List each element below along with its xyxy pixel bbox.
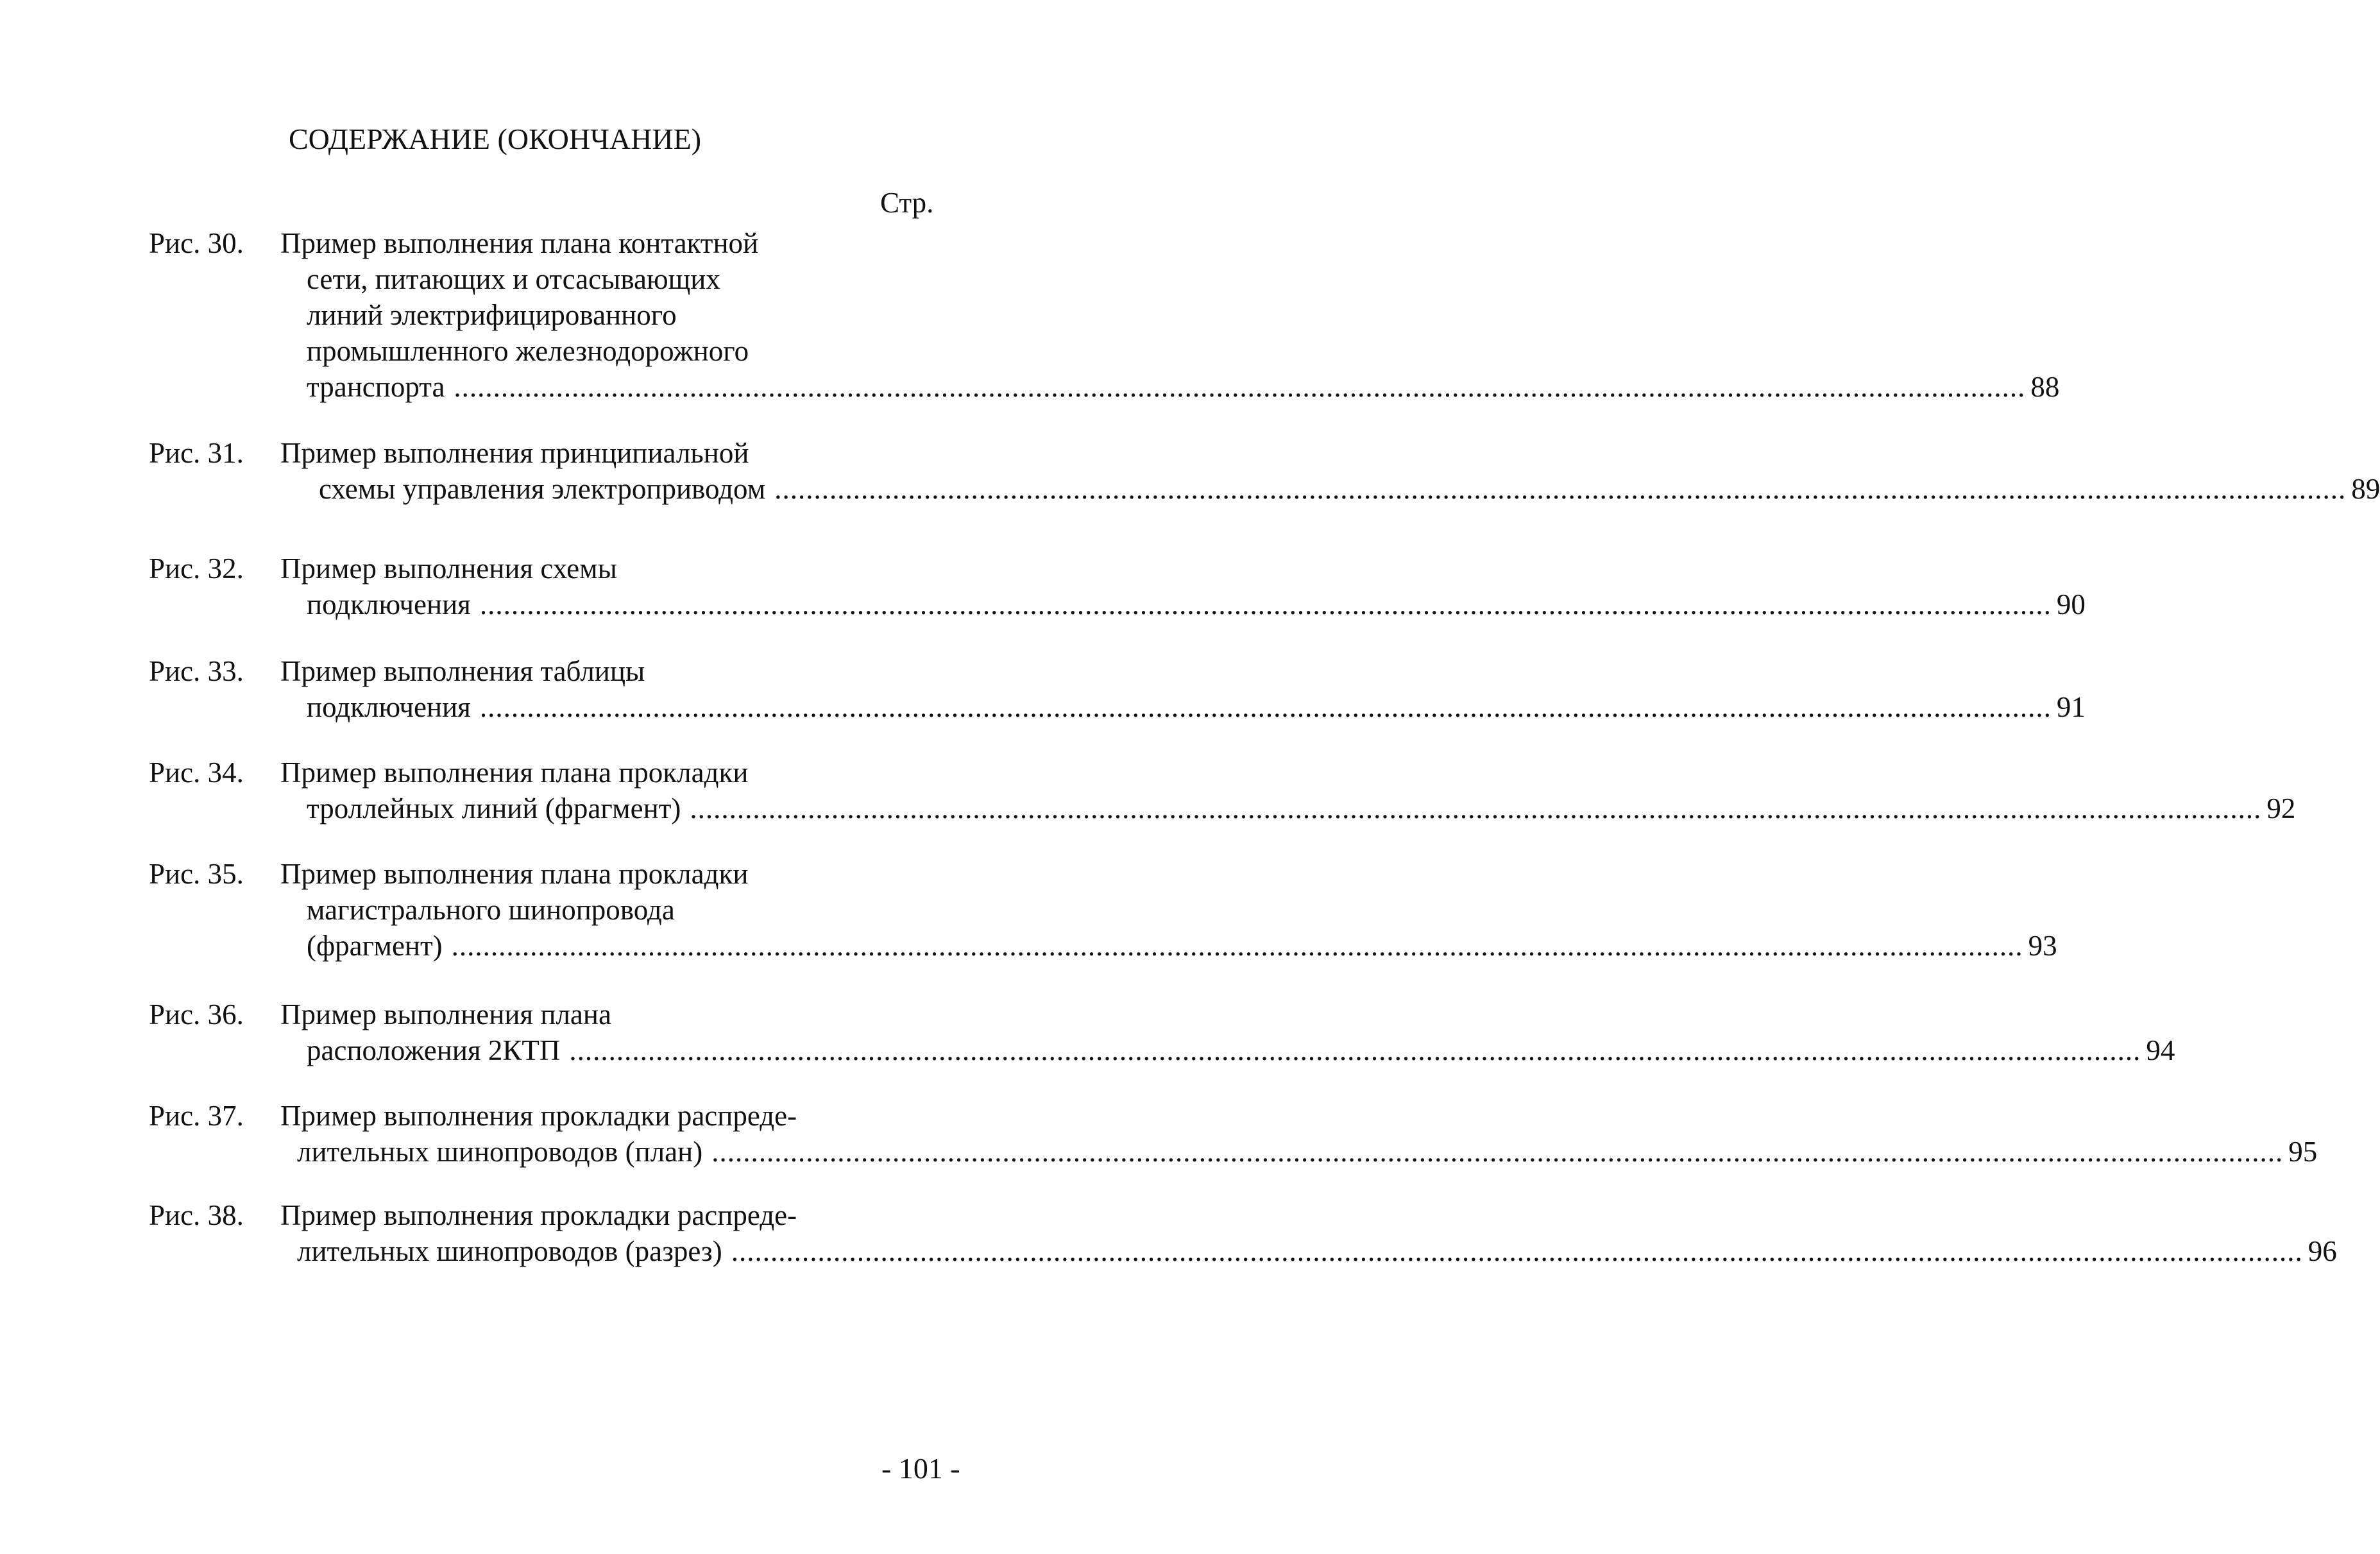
page-column-label: Стр.	[880, 187, 934, 219]
dot-leader: ........................................................................................................................................................................................................	[711, 1136, 2284, 1168]
toc-entry-last-line	[307, 370, 2060, 404]
toc-page-number: 94	[2146, 1034, 2175, 1066]
toc-entry-last-line	[297, 1234, 2337, 1268]
toc-page-number: 88	[2030, 371, 2060, 403]
dot-leader: ........................................................................................................................................................................................................	[690, 792, 2262, 824]
toc-entry-line: (фрагмент)	[307, 930, 443, 962]
dot-leader: ........................................................................................................................................................................................................	[731, 1235, 2303, 1267]
dot-leader: ........................................................................................................................................................................................................	[774, 473, 2347, 505]
toc-entry-last-line	[319, 472, 2380, 506]
toc-page-number: 96	[2308, 1235, 2337, 1267]
toc-entry-line: лительных шинопроводов (разрез)	[297, 1235, 722, 1267]
toc-entry-title: Пример выполнения плана	[280, 998, 611, 1030]
toc-page-number: 95	[2288, 1136, 2318, 1168]
toc-entry-line: подключения	[307, 588, 471, 620]
figure-label: Рис. 37.	[149, 1100, 244, 1132]
toc-entry-line: троллейных линий (фрагмент)	[307, 792, 681, 824]
toc-entry-last-line	[307, 792, 2296, 825]
dot-leader: ........................................................................................................................................................................................................	[479, 691, 2052, 723]
figure-label: Рис. 38.	[149, 1199, 244, 1231]
toc-entry-last-line	[307, 1034, 2175, 1067]
toc-entry-last-line	[297, 1135, 2318, 1168]
figure-label: Рис. 34.	[149, 756, 244, 789]
dot-leader: ........................................................................................................................................................................................................	[569, 1034, 2141, 1066]
toc-entry-title: Пример выполнения прокладки распреде-	[280, 1199, 797, 1231]
figure-label: Рис. 36.	[149, 998, 244, 1030]
toc-entry-last-line	[307, 929, 2057, 962]
page-number: - 101 -	[881, 1452, 960, 1485]
toc-entry-line: схемы управления электроприводом	[319, 473, 766, 505]
toc-entry-title: Пример выполнения плана прокладки	[280, 756, 749, 789]
toc-entry-line: промышленного железнодорожного	[307, 335, 749, 367]
figure-label: Рис. 30.	[149, 227, 244, 259]
toc-entry-title: Пример выполнения плана контактной	[280, 227, 759, 259]
figure-label: Рис. 31.	[149, 437, 244, 469]
toc-entry-line: транспорта	[307, 371, 445, 403]
toc-entry-line: магистрального шинопровода	[307, 894, 675, 926]
toc-page-number: 90	[2056, 588, 2086, 620]
dot-leader: ........................................................................................................................................................................................................	[479, 588, 2052, 620]
toc-page-number: 92	[2266, 792, 2296, 824]
figure-label: Рис. 32.	[149, 552, 244, 585]
toc-entry-last-line	[307, 690, 2086, 724]
page-title: СОДЕРЖАНИЕ (ОКОНЧАНИЕ)	[289, 123, 702, 155]
toc-entry-title: Пример выполнения принципиальной	[280, 437, 749, 469]
toc-entry-title: Пример выполнения таблицы	[280, 655, 645, 687]
toc-page-number: 89	[2351, 473, 2380, 505]
toc-entry-title: Пример выполнения схемы	[280, 552, 617, 585]
toc-entry-last-line	[307, 588, 2086, 621]
toc-entry-title: Пример выполнения плана прокладки	[280, 858, 749, 890]
toc-entry-line: линий электрифицированного	[307, 299, 677, 331]
toc-entry-line: расположения 2КТП	[307, 1034, 561, 1066]
figure-label: Рис. 33.	[149, 655, 244, 687]
dot-leader: ........................................................................................................................................................................................................	[454, 371, 2026, 403]
toc-entry-line: сети, питающих и отсасывающих	[307, 263, 720, 295]
toc-entry-line: подключения	[307, 691, 471, 723]
toc-entry-line: лительных шинопроводов (план)	[297, 1136, 703, 1168]
toc-page-number: 93	[2028, 930, 2057, 962]
toc-page-number: 91	[2056, 691, 2086, 723]
dot-leader: ........................................................................................................................................................................................................	[451, 930, 2023, 962]
toc-entry-title: Пример выполнения прокладки распреде-	[280, 1100, 797, 1132]
figure-label: Рис. 35.	[149, 858, 244, 890]
